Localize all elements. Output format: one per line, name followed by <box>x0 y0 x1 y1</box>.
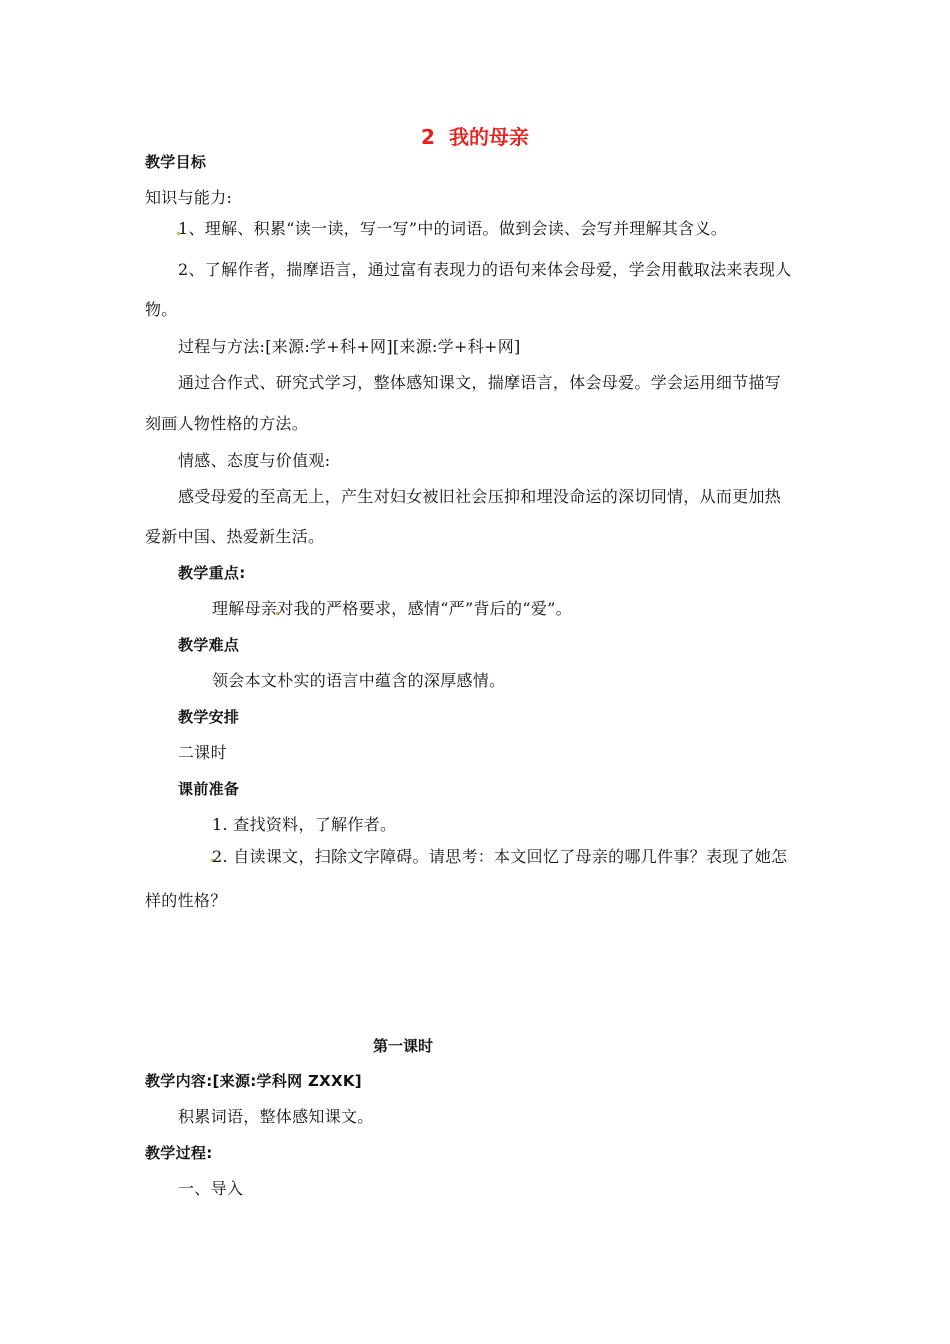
preparation-item-2-cont: 样的性格？ <box>145 891 227 910</box>
objective-item-2-cont: 物。 <box>145 300 178 319</box>
difficulty-text: 领会本文朴实的语言中蕴含的深厚感情。 <box>212 671 506 690</box>
content-label: 教学内容:[来源:学科网 ZXXK] <box>145 1072 362 1090</box>
key-point-heading: 教学重点: <box>178 564 246 582</box>
process-label: 过程与方法:[来源:学+科+网][来源:学+科+网] <box>178 337 521 356</box>
arrangement-heading: 教学安排 <box>178 708 240 726</box>
lesson-number: 2 <box>421 125 435 149</box>
key-point-text: 理解母亲对我的严格要求，感情“严”背后的“爱”。 <box>212 599 572 618</box>
lesson-title <box>0 125 950 149</box>
emotion-label: 情感、态度与价值观: <box>178 451 331 470</box>
emotion-text-cont: 爱新中国、热爱新生活。 <box>145 527 325 546</box>
step-intro: 一、导入 <box>178 1179 244 1198</box>
objectives-heading: 教学目标 <box>145 153 207 171</box>
preparation-item-2: 2. 自读课文，扫除文字障碍。请思考：本文回忆了母亲的哪几件事？表现了她怎 <box>212 847 788 866</box>
objective-item-2: 2、了解作者，揣摩语言，通过富有表现力的语句来体会母爱，学会用截取法来表现人 <box>178 260 792 279</box>
arrangement-text: 二课时 <box>178 743 227 762</box>
content-text: 积累词语，整体感知课文。 <box>178 1107 374 1126</box>
process-text-cont: 刻画人物性格的方法。 <box>145 414 309 433</box>
first-lesson-title: 第一课时 <box>372 1037 433 1055</box>
emotion-text: 感受母爱的至高无上，产生对妇女被旧社会压抑和埋没命运的深切同情，从而更加热 <box>178 487 782 506</box>
lesson-name: 我的母亲 <box>448 125 529 149</box>
knowledge-label: 知识与能力: <box>145 188 233 207</box>
process-text: 通过合作式、研究式学习，整体感知课文，揣摩语言，体会母爱。学会运用细节描写 <box>178 373 782 392</box>
objective-item-1: 1、理解、积累“读一读，写一写”中的词语。做到会读、会写并理解其含义。 <box>178 219 728 238</box>
preparation-item-1: 1. 查找资料，了解作者。 <box>212 815 397 834</box>
preparation-heading: 课前准备 <box>178 780 240 798</box>
teaching-process-label: 教学过程: <box>145 1144 213 1162</box>
difficulty-heading: 教学难点 <box>178 636 240 654</box>
